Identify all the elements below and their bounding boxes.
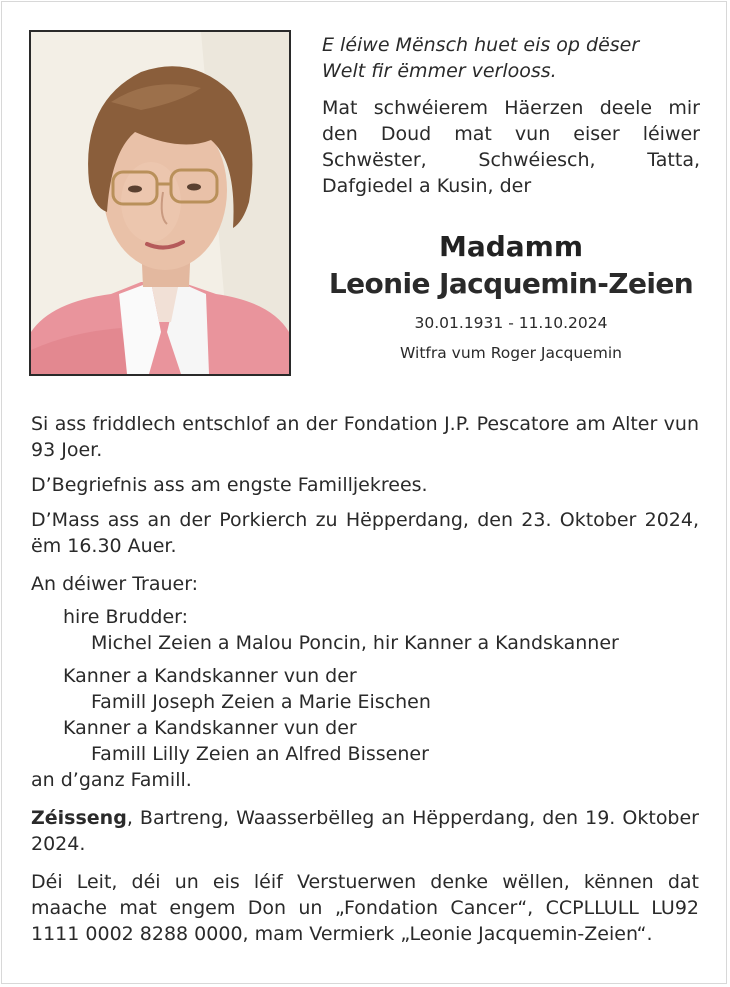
deceased-title: Madamm: [438, 230, 584, 263]
widow-note: Witfra vum Roger Jacquemin: [400, 344, 622, 362]
portrait-photo: [29, 30, 291, 376]
notice-body: [31, 411, 699, 947]
header-text-block: [322, 32, 700, 362]
children1-label: Kanner a Kandskanner vun der: [63, 665, 357, 687]
donation-paragraph: Déi Leit, déi un eis léif Verstuerwen denke wëllen, kënnen dat maache mat engem Don un „Fondation Cancer“, CCPLLULL LU92 1111 0002 8288 0000, mam Vermierk „Leonie Jacquemin-Zeien“.: [31, 871, 699, 945]
deceased-name: Leonie Jacquemin-Zeien: [328, 267, 694, 300]
children2-entry: Famill Lilly Zeien an Alfred Bissener: [91, 743, 429, 765]
place-bold: Zéisseng: [31, 807, 127, 829]
mass-paragraph: D’Mass ass an der Porkierch zu Hëpperdang, den 23. Oktober 2024, ëm 16.30 Auer.: [31, 509, 699, 557]
opening-quote: [322, 32, 700, 84]
place-date-rest: , Bartreng, Waasserbëlleg an Hëpperdang, den 19. Oktober 2024.: [31, 807, 699, 855]
portrait-image: [31, 32, 289, 374]
place-date-paragraph: [31, 805, 699, 857]
life-dates: 30.01.1931 - 11.10.2024: [414, 314, 608, 332]
quote-line-2: Welt fir ëmmer verlooss.: [322, 60, 557, 82]
brother-label: hire Brudder:: [63, 606, 189, 628]
children1-entry: Famill Joseph Zeien a Marie Eischen: [91, 691, 431, 713]
brother-entry: Michel Zeien a Malou Poncin, hir Kanner a Kandskanner: [91, 632, 619, 654]
death-paragraph: Si ass friddlech entschlof an der Fondation J.P. Pescatore am Alter vun 93 Joer.: [31, 413, 699, 461]
children2-label: Kanner a Kandskanner vun der: [63, 717, 357, 739]
burial-paragraph: D’Begriefnis ass am engste Familljekrees.: [31, 474, 428, 496]
mourners-heading: An déiwer Trauer:: [31, 573, 199, 595]
announcement-intro: Mat schwéierem Häerzen deele mir den Doud mat vun eiser léiwer Schwëster, Schwéiesch, Tatta, Dafgiedel a Kusin, der: [322, 97, 700, 197]
quote-line-1: E léiwe Mënsch huet eis op dëser: [322, 34, 640, 56]
family-closing: an d’ganz Famill.: [31, 769, 192, 791]
